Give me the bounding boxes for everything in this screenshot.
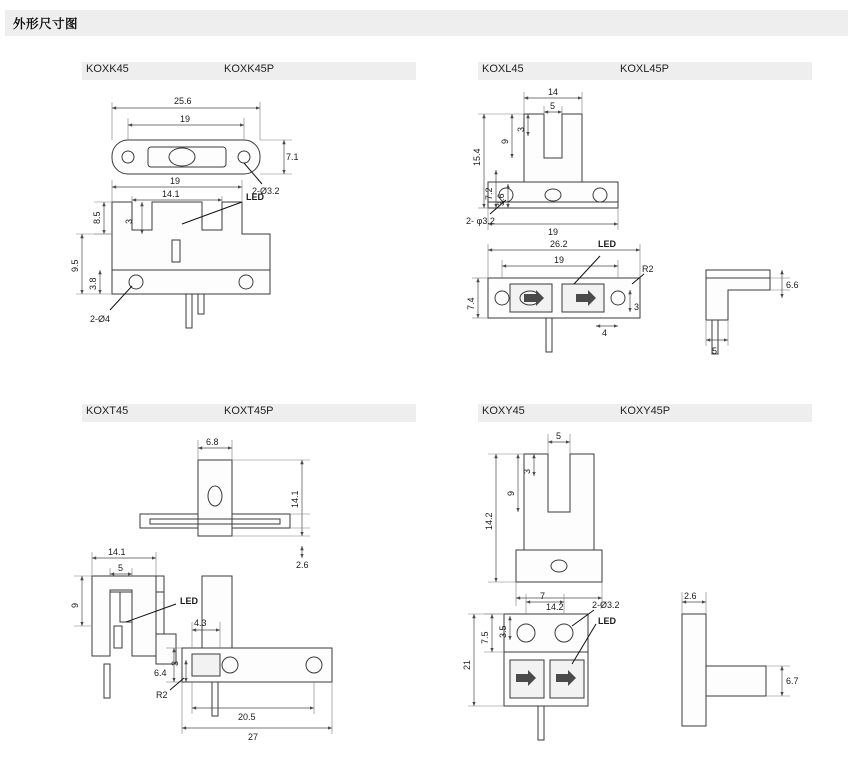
drawing-koxk45 <box>70 84 430 384</box>
dim-koxl45-base-w: 19 <box>548 227 559 237</box>
strip-cap <box>76 404 82 422</box>
drawing-koxt45 <box>70 426 430 746</box>
group-label-koxk45: KOXK45 <box>86 63 129 75</box>
dim-koxt45-base-w: 20.5 <box>238 712 256 722</box>
dim-koxl45-side-w: 5 <box>712 346 718 356</box>
dim-koxl45-base-holes: 2- φ3.2 <box>466 216 495 226</box>
dim-koxl45-front-b: 4 <box>602 328 608 338</box>
dim-koxk45-front-base-h: 3.8 <box>88 277 98 290</box>
dim-koxy45-top-w: 14.2 <box>546 602 564 612</box>
dim-koxl45-top-slot: 5 <box>550 101 556 111</box>
dim-koxl45-top-h2: 9 <box>500 138 510 144</box>
dim-koxl45-top-h1: 15.4 <box>472 148 482 166</box>
label-koxt45-led: LED <box>180 596 198 606</box>
dim-koxy45-front-w: 7 <box>540 591 546 601</box>
dim-koxk45-top-inner: 19 <box>180 114 191 124</box>
drawing-koxy45 <box>462 426 836 746</box>
dim-koxt45-front-w: 14.1 <box>108 547 126 557</box>
dim-koxy45-top-slot: 5 <box>556 431 562 441</box>
dim-koxt45-mid-h: 6.4 <box>154 668 167 678</box>
dim-koxl45-base-h1: 7.2 <box>484 187 494 200</box>
dim-koxy45-front-h2: 3.5 <box>498 625 508 638</box>
dim-koxl45-top-overall: 14 <box>548 87 559 97</box>
dim-koxy45-side-h: 6.7 <box>786 676 799 686</box>
strip-cap <box>472 62 478 80</box>
dim-koxy45-front-holes: 2-Ø3.2 <box>592 600 620 610</box>
dim-koxl45-top-h3: 3 <box>516 126 526 132</box>
strip-cap <box>76 62 82 80</box>
dim-koxl45-front-h: 7.4 <box>466 297 476 310</box>
dim-koxt45-top-t: 2.6 <box>296 560 309 570</box>
dim-koxy45-front-h1: 7.5 <box>480 631 490 644</box>
group-label-koxy45: KOXY45 <box>482 405 525 417</box>
dim-koxk45-top-height: 7.1 <box>286 152 299 162</box>
group-label-koxt45p: KOXT45P <box>224 405 274 417</box>
dim-koxk45-front-top-h: 8.5 <box>92 211 102 224</box>
strip-cap <box>472 404 478 422</box>
dim-koxy45-front-total: 21 <box>462 659 472 670</box>
dim-koxt45-mid-r: R2 <box>156 690 168 700</box>
dim-koxy45-top-h2: 9 <box>506 490 516 496</box>
dim-koxl45-front-r: R2 <box>642 264 654 274</box>
dim-koxk45-top-holes: 2-Ø3.2 <box>252 186 280 196</box>
label-strip-koxt45 <box>76 404 416 422</box>
group-label-koxt45: KOXT45 <box>86 405 129 417</box>
dim-koxt45-top-h: 14.1 <box>290 490 300 508</box>
dim-koxt45-front-h: 9 <box>70 602 80 608</box>
dim-koxt45-mid-h2: 3 <box>170 660 180 666</box>
dim-koxk45-front-holes: 2-Ø4 <box>90 314 111 324</box>
group-label-koxk45p: KOXK45P <box>224 63 275 75</box>
dim-koxk45-top-overall: 25.6 <box>174 96 192 106</box>
group-label-koxl45p: KOXL45P <box>620 63 669 75</box>
label-koxl45-led: LED <box>598 239 616 249</box>
dim-koxy45-top-h3: 3 <box>522 468 532 474</box>
dim-koxt45-mid-w: 4.3 <box>194 618 207 628</box>
section-header <box>0 10 848 36</box>
dim-koxk45-front-width: 19 <box>170 176 181 186</box>
group-label-koxl45: KOXL45 <box>482 63 524 75</box>
dim-koxk45-front-slot-depth: 3 <box>124 218 134 224</box>
dim-koxy45-top-h1: 14.2 <box>484 512 494 530</box>
label-strip-koxy45 <box>472 404 812 422</box>
dim-koxt45-front-slot: 5 <box>118 563 124 573</box>
dim-koxl45-front-inner: 19 <box>554 255 565 265</box>
label-koxy45-led: LED <box>598 616 616 626</box>
dim-koxl45-front-h3: 3 <box>634 302 640 312</box>
page-title: 外形尺寸图 <box>13 17 79 31</box>
label-strip-koxl45 <box>472 62 812 80</box>
dim-koxy45-side-t: 2.6 <box>684 591 697 601</box>
dim-koxk45-front-slot-width: 14.1 <box>162 189 180 199</box>
dim-koxt45-base-total: 27 <box>248 732 259 742</box>
dim-koxk45-front-total-h: 9.5 <box>70 259 80 272</box>
label-strip-koxk45 <box>76 62 416 80</box>
label-koxk45-led: LED <box>246 192 264 202</box>
dim-koxl45-base-h2: 3.6 <box>496 193 506 206</box>
dim-koxl45-side-h: 6.6 <box>786 280 799 290</box>
dim-koxt45-top-w: 6.8 <box>206 437 219 447</box>
group-label-koxy45p: KOXY45P <box>620 405 671 417</box>
dim-koxl45-front-overall: 26.2 <box>550 239 568 249</box>
drawing-koxl45 <box>466 84 836 384</box>
